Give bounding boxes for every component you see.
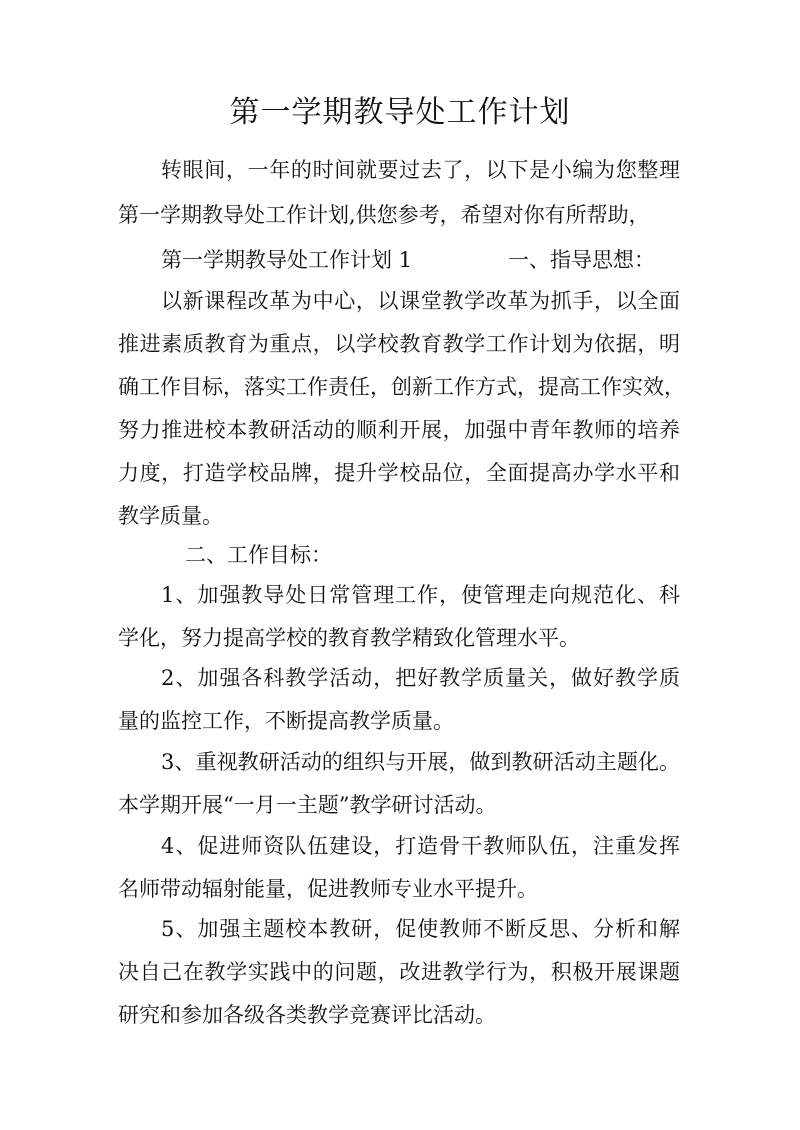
section-heading-guiding-thought: 一、指导思想： <box>508 248 655 272</box>
guiding-thought-line: 以新课程改革为中心，以课堂教学改革为抓手，以全面 <box>161 289 680 313</box>
goal-line: 量的监控工作，不断提高教学质量。 <box>118 709 454 733</box>
guiding-thought-line: 力度，打造学校品牌，提升学校品位，全面提高办学水平和 <box>118 461 680 485</box>
document-title: 第一学期教导处工作计划 <box>229 95 571 130</box>
plan-label: 第一学期教导处工作计划 1 <box>161 248 413 272</box>
guiding-thought-line: 推进素质教育为重点，以学校教育教学工作计划为依据，明 <box>118 332 680 356</box>
section-heading-work-goals: 二、工作目标： <box>185 543 332 567</box>
intro-line: 第一学期教导处工作计划,供您参考，希望对你有所帮助， <box>118 203 650 227</box>
goal-line: 本学期开展“一月一主题”教学研讨活动。 <box>118 793 497 817</box>
intro-line: 转眼间，一年的时间就要过去了，以下是小编为您整理 <box>161 158 680 182</box>
goal-line: 5、加强主题校本教研，促使教师不断反思、分析和解 <box>161 917 680 941</box>
goal-line: 研究和参加各级各类教学竞赛评比活动。 <box>118 1003 496 1027</box>
goal-line: 学化，努力提高学校的教育教学精致化管理水平。 <box>118 626 580 650</box>
goal-line: 2、加强各科教学活动，把好教学质量关，做好教学质 <box>161 666 680 690</box>
goal-line: 4、促进师资队伍建设，打造骨干教师队伍，注重发挥 <box>161 834 680 858</box>
goal-line: 3、重视教研活动的组织与开展，做到教研活动主题化。 <box>161 750 680 774</box>
guiding-thought-line: 努力推进校本教研活动的顺利开展，加强中青年教师的培养 <box>118 418 680 442</box>
guiding-thought-line: 确工作目标，落实工作责任，创新工作方式，提高工作实效， <box>118 375 685 399</box>
guiding-thought-line: 教学质量。 <box>118 504 223 528</box>
goal-line: 1、加强教导处日常管理工作，使管理走向规范化、科 <box>161 583 680 607</box>
goal-line: 决自己在教学实践中的问题，改进教学行为，积极开展课题 <box>118 960 680 984</box>
goal-line: 名师带动辐射能量，促进教师专业水平提升。 <box>118 877 538 901</box>
